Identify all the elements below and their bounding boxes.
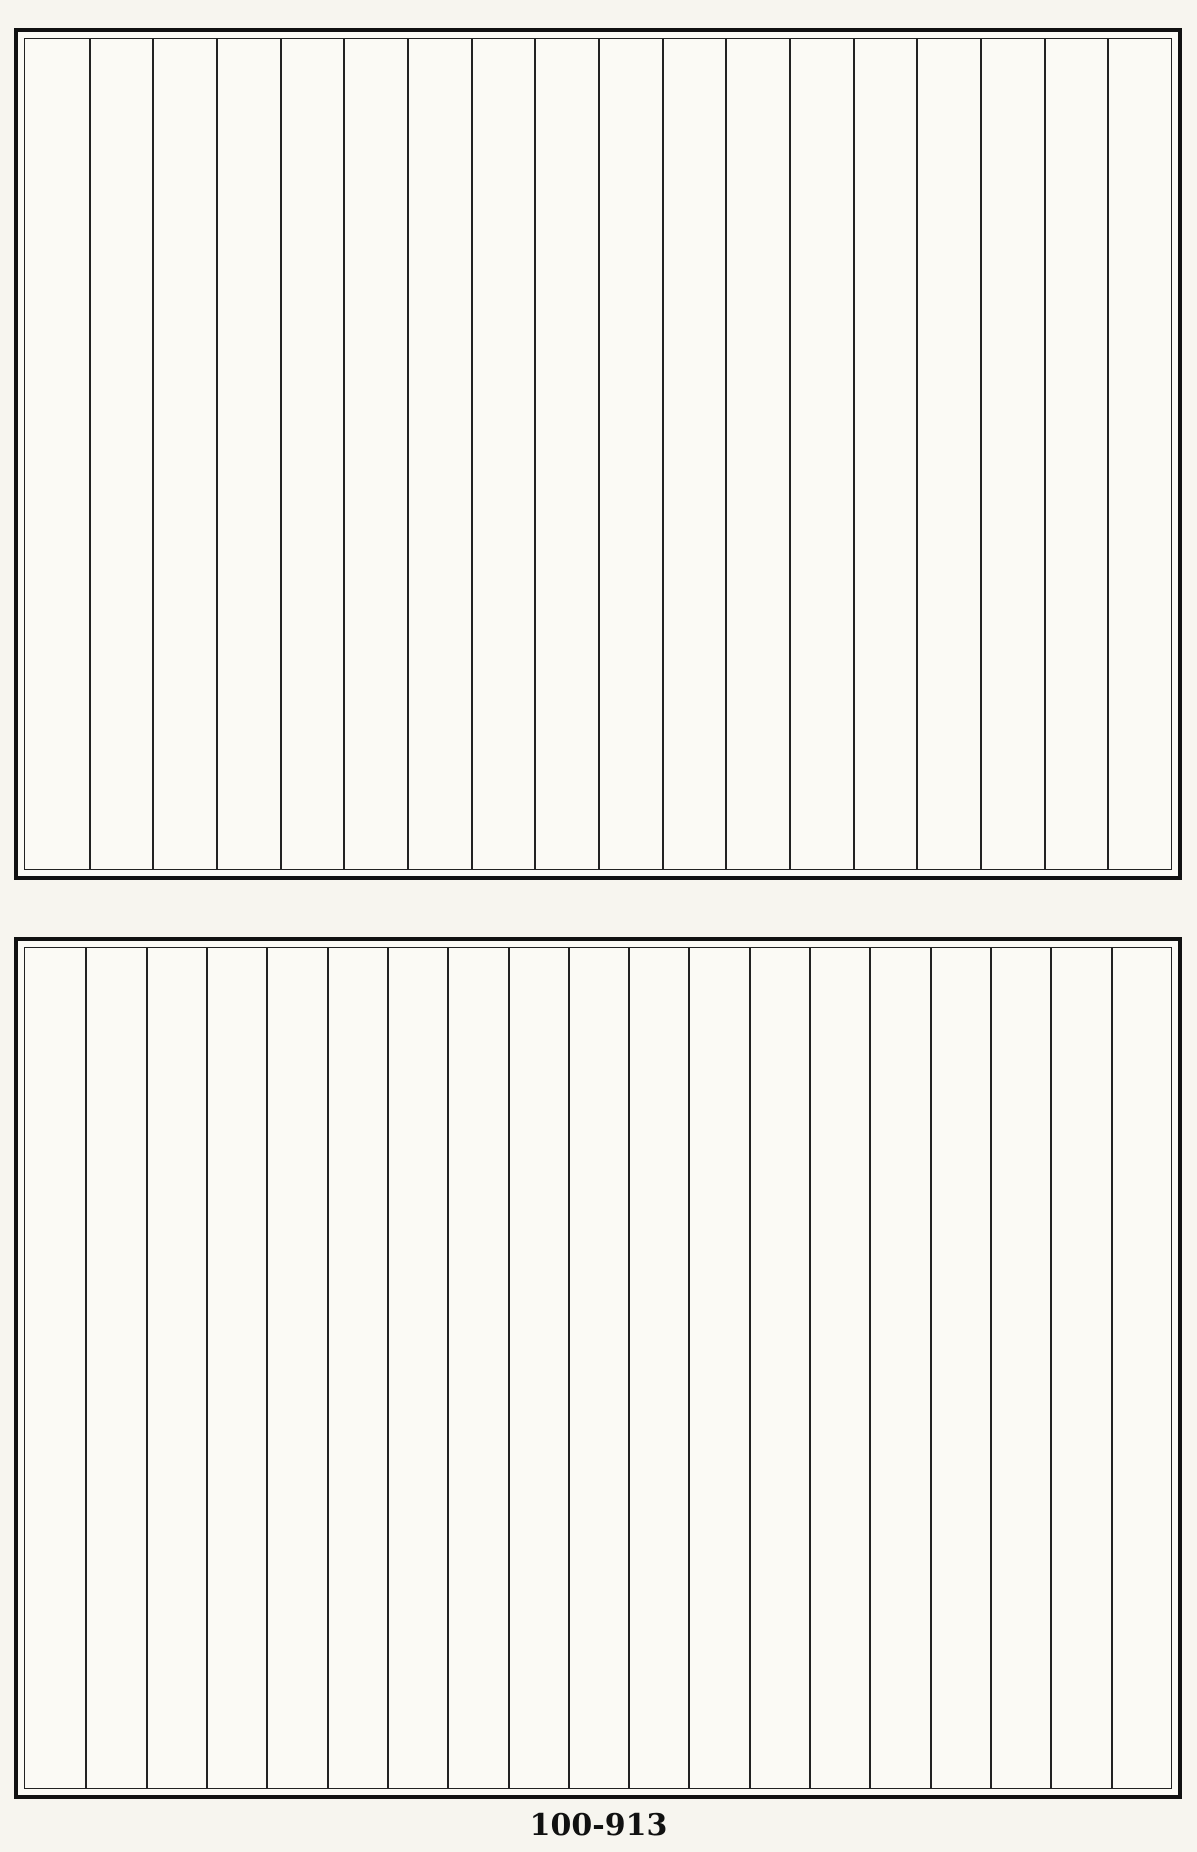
column-rule	[1111, 948, 1113, 1788]
column-rule	[146, 948, 148, 1788]
column-rule	[662, 39, 664, 869]
column-rule	[407, 39, 409, 869]
column-rule	[688, 948, 690, 1788]
column-rule	[1050, 948, 1052, 1788]
column-rule	[1044, 39, 1046, 869]
column-rule	[809, 948, 811, 1788]
column-rule	[725, 39, 727, 869]
column-rule	[749, 948, 751, 1788]
column-rule	[916, 39, 918, 869]
column-rule	[789, 39, 791, 869]
column-rule	[447, 948, 449, 1788]
column-rule	[1107, 39, 1109, 869]
column-rule	[471, 39, 473, 869]
column-rule	[568, 948, 570, 1788]
column-rule	[89, 39, 91, 869]
bottom-page-panel	[14, 937, 1182, 1799]
column-rule	[280, 39, 282, 869]
column-rule	[327, 948, 329, 1788]
column-rule	[534, 39, 536, 869]
column-rule	[266, 948, 268, 1788]
column-rule	[930, 948, 932, 1788]
column-rule	[980, 39, 982, 869]
bottom-column-grid	[24, 947, 1172, 1789]
top-column-grid	[24, 38, 1172, 870]
column-rule	[216, 39, 218, 869]
column-rule	[85, 948, 87, 1788]
column-rule	[206, 948, 208, 1788]
column-rule	[598, 39, 600, 869]
column-rule	[508, 948, 510, 1788]
page-number: 100-913	[529, 1808, 668, 1843]
column-rule	[343, 39, 345, 869]
column-rule	[990, 948, 992, 1788]
top-page-panel	[14, 28, 1182, 880]
column-rule	[387, 948, 389, 1788]
column-rule	[628, 948, 630, 1788]
column-rule	[853, 39, 855, 869]
column-rule	[152, 39, 154, 869]
column-rule	[869, 948, 871, 1788]
